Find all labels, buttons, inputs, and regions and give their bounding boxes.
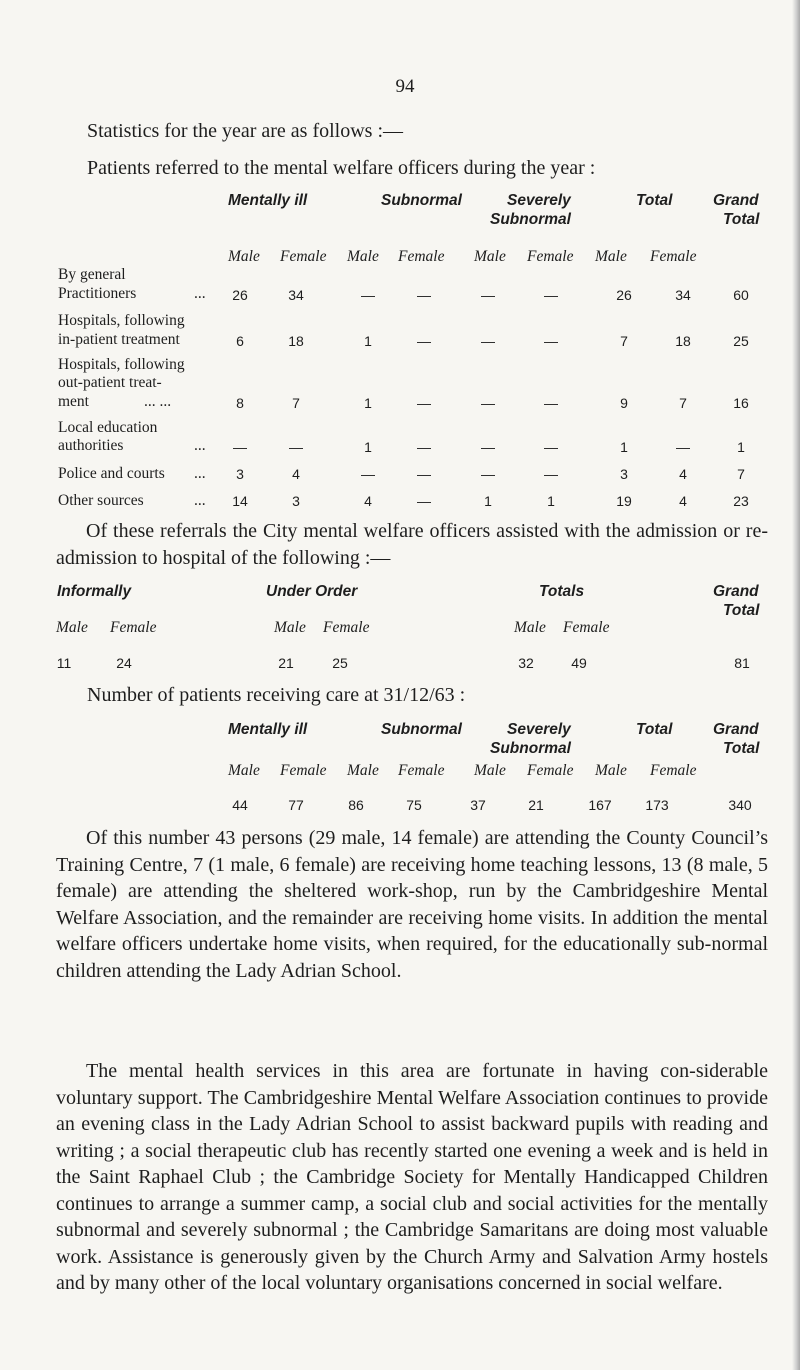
table-cell: 173 — [645, 797, 669, 813]
t1-row-label: Other sources — [58, 492, 144, 509]
t3-group-mentally-ill: Mentally ill — [228, 721, 308, 738]
table-cell: — — [417, 439, 431, 455]
table-cell: 1 — [620, 439, 628, 455]
table-cell: 37 — [470, 797, 486, 813]
table-cell: 86 — [348, 797, 364, 813]
table-cell: — — [481, 439, 495, 455]
t1-group-mentally-ill: Mentally ill — [228, 192, 308, 209]
table-cell: 26 — [616, 287, 632, 303]
table-cell: — — [544, 333, 558, 349]
table-cell: 6 — [236, 333, 244, 349]
t1-group-grand-line2: Total — [723, 211, 760, 228]
t1-subhead: Female — [398, 248, 445, 265]
table-cell: 21 — [528, 797, 544, 813]
t1-subhead: Male — [228, 248, 260, 265]
table-cell: 3 — [236, 466, 244, 482]
table-cell: — — [417, 466, 431, 482]
table-cell: 34 — [288, 287, 304, 303]
t2-subhead: Female — [323, 619, 370, 636]
t1-group-subnormal: Subnormal — [381, 192, 462, 209]
t3-subhead: Female — [650, 762, 697, 779]
t3-subhead: Male — [228, 762, 260, 779]
table-cell: — — [361, 466, 375, 482]
table-cell: 60 — [733, 287, 749, 303]
table-cell: 75 — [406, 797, 422, 813]
intro-line: Statistics for the year are as follows :— — [87, 120, 404, 142]
table-cell: — — [289, 439, 303, 455]
t3-group-total: Total — [636, 721, 673, 738]
t1-subhead: Male — [595, 248, 627, 265]
table-cell: 34 — [675, 287, 691, 303]
table1-caption: Patients referred to the mental welfare officers during the year : — [87, 157, 596, 179]
attending-paragraph: Of this number 43 persons (29 male, 14 female) are attending the County Council’s Training Centre, 7 (1 male, 6 female) are receiving home teaching lessons, 13 (8 male, 5 female) are attending the sheltered work-shop, run by the Cambridgeshire Mental Welfare Association, and the remainder are receiving home visits. In addition the mental welfare officers undertake home visits, when required, for the educationally sub-normal children attending the Lady Adrian School. — [56, 827, 768, 982]
table-cell: 7 — [679, 395, 687, 411]
t1-subhead: Female — [650, 248, 697, 265]
table-cell: 18 — [288, 333, 304, 349]
table-cell: 25 — [332, 655, 348, 671]
t1-row-dots: ... ... — [144, 393, 172, 410]
table-cell: — — [361, 287, 375, 303]
t1-group-severely-line2: Subnormal — [490, 211, 571, 228]
table-cell: — — [544, 439, 558, 455]
table-cell: — — [417, 287, 431, 303]
table-cell: 7 — [292, 395, 300, 411]
t1-row-dots: ... — [194, 465, 206, 482]
table-cell: 4 — [364, 493, 372, 509]
voluntary-support-paragraph: The mental health services in this area are fortunate in having con-siderable voluntary support. The Cambridgeshire Mental Welfare Association continues to provide an evening class in the Lady Adrian School to assist backward pupils with reading and writing ; a social therapeutic club has recently started one evening a week and is held in the Saint Raphael Club ; the Cambridge Society for Mentally Handicapped Children continues to arrange a summer camp, a social club and social activities for the mentally subnormal and severely subnormal ; the Cambridge Samaritans are doing most valuable work. Assistance is generously given by the Church Army and Salvation Army hostels and by many other of the local voluntary organisations concerned in social welfare. — [56, 1060, 768, 1294]
t2-group-grand: Grand — [713, 583, 759, 600]
table-cell: 44 — [232, 797, 248, 813]
table-cell: — — [544, 466, 558, 482]
table-cell: 4 — [679, 466, 687, 482]
t1-row-label: Hospitals, following — [58, 312, 185, 329]
table-cell: 21 — [278, 655, 294, 671]
t2-subhead: Female — [563, 619, 610, 636]
t3-subhead: Female — [398, 762, 445, 779]
t2-group-under-order: Under Order — [266, 583, 358, 600]
table-cell: 25 — [733, 333, 749, 349]
t3-subhead: Female — [527, 762, 574, 779]
table-cell: 14 — [232, 493, 248, 509]
t2-subhead: Male — [56, 619, 88, 636]
table-cell: 1 — [484, 493, 492, 509]
care-heading: Number of patients receiving care at 31/12/63 : — [87, 684, 466, 706]
t1-subhead: Male — [347, 248, 379, 265]
t1-group-grand: Grand — [713, 192, 759, 209]
table-cell: — — [544, 395, 558, 411]
table-cell: 77 — [288, 797, 304, 813]
table-cell: 1 — [364, 439, 372, 455]
t1-subhead: Female — [527, 248, 574, 265]
t2-subhead: Female — [110, 619, 157, 636]
t1-row-label: Police and courts — [58, 465, 165, 482]
table-cell: 1 — [364, 395, 372, 411]
table-cell: — — [481, 466, 495, 482]
table-cell: — — [417, 493, 431, 509]
page-edge-shadow — [792, 0, 800, 1370]
table-cell: 1 — [364, 333, 372, 349]
table-cell: 1 — [737, 439, 745, 455]
t3-group-subnormal: Subnormal — [381, 721, 462, 738]
t2-subhead: Male — [514, 619, 546, 636]
table-cell: — — [417, 395, 431, 411]
t3-subhead: Male — [474, 762, 506, 779]
t1-row-label: in-patient treatment — [58, 331, 180, 348]
t1-row-label: Practitioners — [58, 285, 137, 302]
t1-row-label: Hospitals, following — [58, 356, 185, 373]
table-cell: 3 — [620, 466, 628, 482]
table-cell: 18 — [675, 333, 691, 349]
t3-subhead: Male — [595, 762, 627, 779]
table-cell: — — [676, 439, 690, 455]
t3-subhead: Female — [280, 762, 327, 779]
table-cell: 167 — [588, 797, 612, 813]
t1-row-label: authorities — [58, 437, 124, 454]
page-number: 94 — [395, 76, 415, 97]
t1-group-severely: Severely — [507, 192, 571, 209]
table-cell: 7 — [620, 333, 628, 349]
t1-row-dots: ... — [194, 492, 206, 509]
table-cell: 24 — [116, 655, 132, 671]
t1-row-label: By general — [58, 266, 126, 283]
t3-group-severely: Severely — [507, 721, 571, 738]
table-cell: 340 — [728, 797, 752, 813]
table-cell: 81 — [734, 655, 750, 671]
t1-row-label: out-patient treat- — [58, 374, 162, 391]
table-cell: — — [417, 333, 431, 349]
table-cell: 23 — [733, 493, 749, 509]
table-cell: 4 — [679, 493, 687, 509]
referrals-admission-paragraph: Of these referrals the City mental welfare officers assisted with the admission or re-admission to hospital of the following :— — [56, 520, 768, 569]
t2-subhead: Male — [274, 619, 306, 636]
table-cell: 4 — [292, 466, 300, 482]
t3-group-grand-line2: Total — [723, 740, 760, 757]
table-cell: 7 — [737, 466, 745, 482]
t1-row-dots: ... — [194, 437, 206, 454]
t3-group-severely-line2: Subnormal — [490, 740, 571, 757]
t3-group-grand: Grand — [713, 721, 759, 738]
t1-row-label: ment — [58, 393, 89, 410]
table-cell: 19 — [616, 493, 632, 509]
table-cell: 9 — [620, 395, 628, 411]
t1-subhead: Male — [474, 248, 506, 265]
table-cell: — — [481, 287, 495, 303]
table-cell: 49 — [571, 655, 587, 671]
table-cell: 16 — [733, 395, 749, 411]
table-cell: 3 — [292, 493, 300, 509]
table-cell: 1 — [547, 493, 555, 509]
t3-subhead: Male — [347, 762, 379, 779]
t1-row-dots: ... — [194, 285, 206, 302]
table-cell: — — [544, 287, 558, 303]
t2-group-grand-line2: Total — [723, 602, 760, 619]
t2-group-totals: Totals — [539, 583, 585, 600]
table-cell: — — [233, 439, 247, 455]
t1-group-total: Total — [636, 192, 673, 209]
table-cell: 26 — [232, 287, 248, 303]
table-cell: — — [481, 333, 495, 349]
table-cell: 32 — [518, 655, 534, 671]
t1-row-label: Local education — [58, 419, 158, 436]
table-cell: 11 — [56, 655, 72, 671]
t2-group-informally: Informally — [57, 583, 132, 600]
table-cell: — — [481, 395, 495, 411]
t1-subhead: Female — [280, 248, 327, 265]
table-cell: 8 — [236, 395, 244, 411]
